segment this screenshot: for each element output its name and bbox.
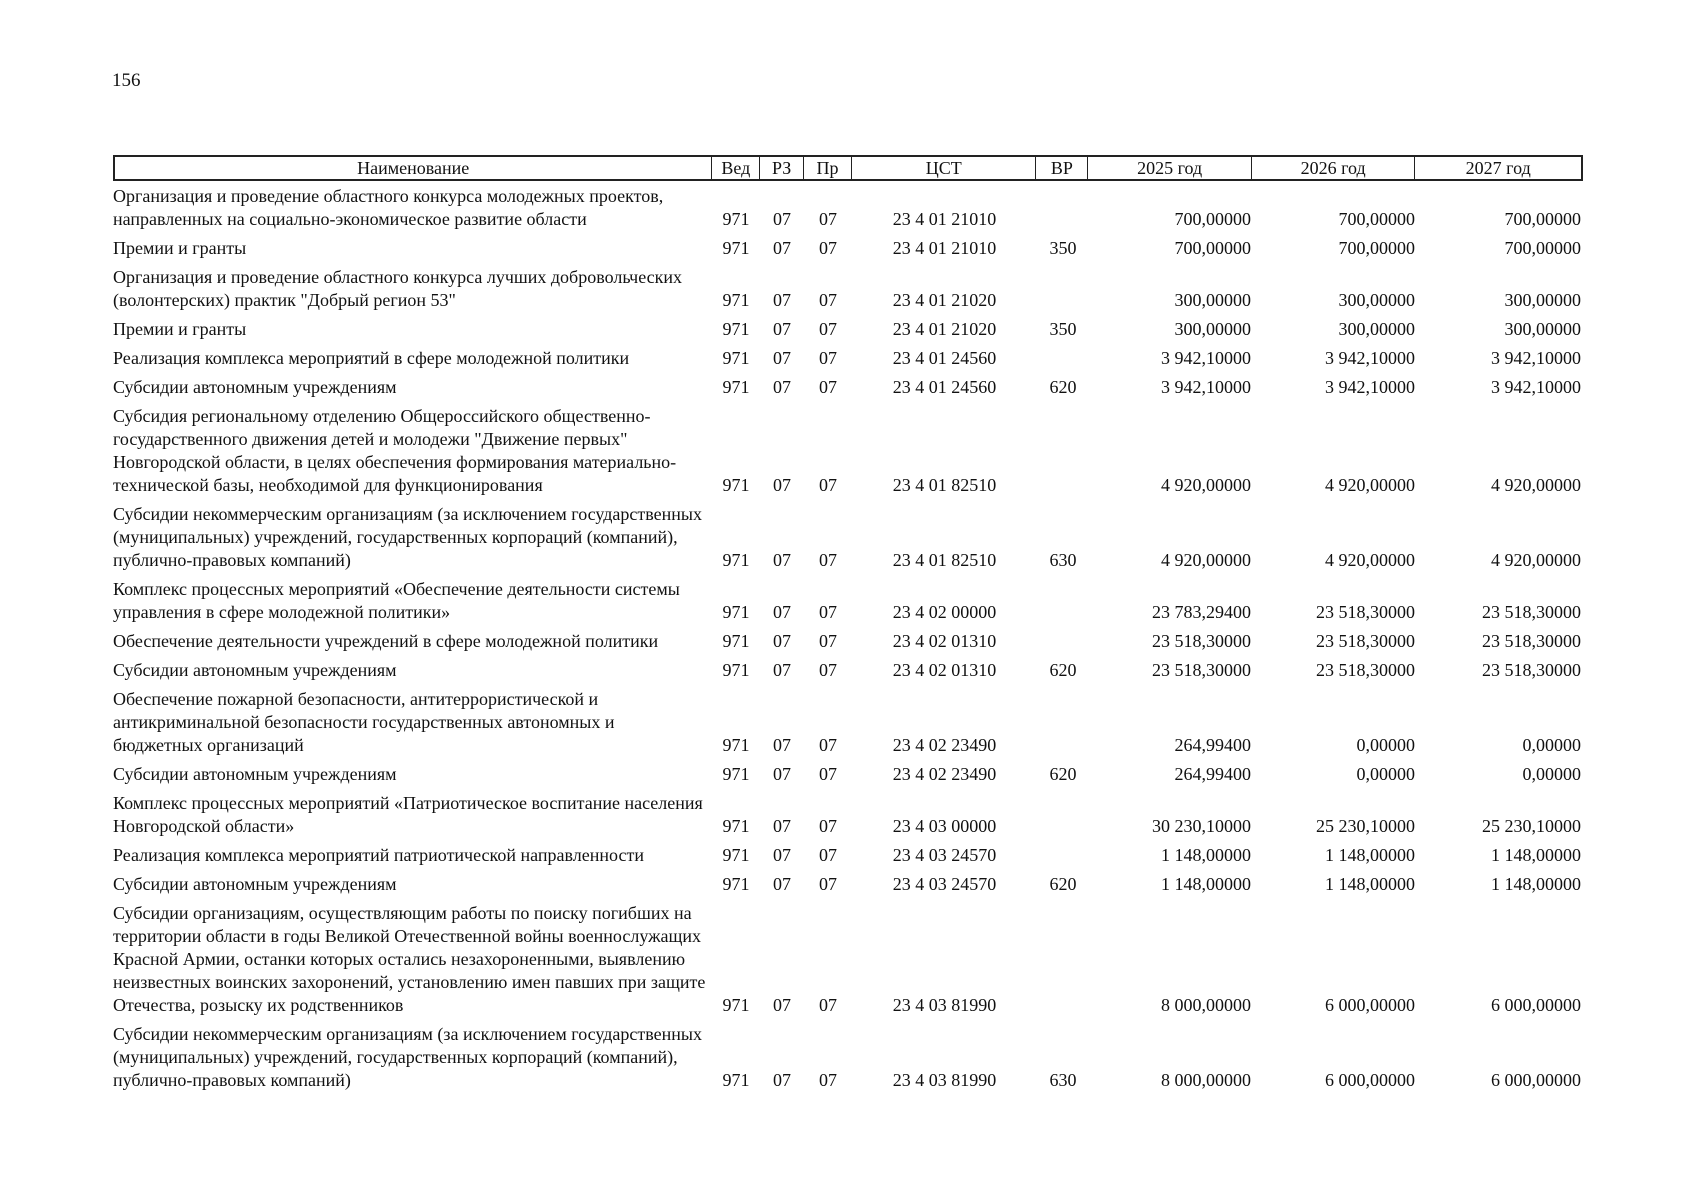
cell-y2025: 700,00000	[1174, 209, 1251, 229]
cell-y2025: 264,99400	[1174, 735, 1251, 755]
cell-pr: 07	[819, 816, 837, 836]
cell-y2025: 4 920,00000	[1161, 550, 1251, 570]
cell-ved: 971	[722, 764, 750, 784]
cell-cst: 23 4 01 24560	[892, 348, 997, 368]
table-row	[113, 688, 1583, 757]
cell-y2026: 700,00000	[1338, 238, 1415, 258]
cell-y2025: 8 000,00000	[1161, 995, 1251, 1015]
cell-cst: 23 4 01 21020	[892, 319, 997, 339]
cell-y2026: 1 148,00000	[1325, 845, 1415, 865]
cell-y2027: 23 518,30000	[1482, 631, 1581, 651]
cell-pr: 07	[819, 995, 837, 1015]
cell-y2027: 6 000,00000	[1491, 995, 1581, 1015]
column-header-2026: 2026 год	[1252, 157, 1416, 179]
table-row	[113, 405, 1583, 497]
cell-cst: 23 4 02 01310	[892, 660, 997, 680]
cell-y2025: 1 148,00000	[1161, 845, 1251, 865]
column-header-name: Наименование	[115, 157, 712, 179]
cell-cst: 23 4 03 24570	[892, 845, 997, 865]
cell-rz: 07	[773, 550, 791, 570]
cell-ved: 971	[722, 631, 750, 651]
cell-y2025: 700,00000	[1174, 238, 1251, 258]
cell-y2025: 1 148,00000	[1161, 874, 1251, 894]
cell-pr: 07	[819, 631, 837, 651]
cell-rz: 07	[773, 735, 791, 755]
cell-name: Премии и гранты	[113, 319, 247, 339]
cell-name: Комплекс процессных мероприятий «Патриотическое воспитание населения Новгородской области»	[113, 793, 703, 836]
cell-y2027: 300,00000	[1504, 290, 1581, 310]
column-header-vr: ВР	[1036, 157, 1088, 179]
cell-pr: 07	[819, 319, 837, 339]
cell-y2026: 3 942,10000	[1325, 377, 1415, 397]
cell-name: Субсидии автономным учреждениям	[113, 764, 397, 784]
column-header-2025: 2025 год	[1088, 157, 1252, 179]
table-row	[113, 266, 1583, 312]
cell-ved: 971	[722, 238, 750, 258]
table-row	[113, 873, 1583, 896]
cell-name: Субсидии организациям, осуществляющим работы по поиску погибших на территории области в годы Великой Отечественной войны военнослужащих Красной Армии, останки которых остались незахороненными, выявлению неизвестных воинских захоронений, установлению имен павших при защите Отечества, розыску их родственников	[113, 903, 706, 1015]
cell-y2026: 0,00000	[1356, 735, 1415, 755]
cell-cst: 23 4 03 81990	[892, 995, 997, 1015]
cell-ved: 971	[722, 209, 750, 229]
table-row	[113, 503, 1583, 572]
cell-ved: 971	[722, 660, 750, 680]
cell-name: Субсидия региональному отделению Общероссийского общественно-государственного движения детей и молодежи "Движение первых" Новгородской области, в целях обеспечения формирования материально-технической базы, необходимой для функционирования	[113, 406, 677, 495]
cell-pr: 07	[819, 238, 837, 258]
cell-pr: 07	[819, 209, 837, 229]
cell-y2026: 1 148,00000	[1325, 874, 1415, 894]
cell-pr: 07	[819, 735, 837, 755]
cell-y2025: 264,99400	[1174, 764, 1251, 784]
cell-y2025: 300,00000	[1174, 319, 1251, 339]
cell-cst: 23 4 01 82510	[892, 475, 997, 495]
cell-y2026: 4 920,00000	[1325, 475, 1415, 495]
cell-rz: 07	[773, 845, 791, 865]
cell-vr: 350	[1049, 238, 1077, 258]
cell-y2026: 6 000,00000	[1325, 995, 1415, 1015]
table-row	[113, 578, 1583, 624]
cell-vr: 620	[1049, 377, 1077, 397]
cell-ved: 971	[722, 290, 750, 310]
cell-rz: 07	[773, 764, 791, 784]
column-header-2027: 2027 год	[1465, 157, 1531, 178]
cell-name: Реализация комплекса мероприятий патриотической направленности	[113, 845, 644, 865]
cell-name: Субсидии некоммерческим организациям (за исключением государственных (муниципальных) учреждений, государственных корпораций (компаний), публично-правовых компаний)	[113, 504, 703, 570]
cell-cst: 23 4 01 24560	[892, 377, 997, 397]
cell-y2026: 4 920,00000	[1325, 550, 1415, 570]
cell-y2026: 0,00000	[1356, 764, 1415, 784]
cell-y2027: 4 920,00000	[1491, 475, 1581, 495]
cell-ved: 971	[722, 1070, 750, 1090]
table-row	[113, 185, 1583, 231]
cell-pr: 07	[819, 1070, 837, 1090]
cell-y2027: 0,00000	[1522, 764, 1581, 784]
cell-y2025: 3 942,10000	[1161, 377, 1251, 397]
table-body	[113, 185, 1583, 1098]
cell-ved: 971	[722, 602, 750, 622]
cell-y2027: 1 148,00000	[1491, 874, 1581, 894]
cell-y2025: 300,00000	[1174, 290, 1251, 310]
cell-rz: 07	[773, 660, 791, 680]
table-row	[113, 844, 1583, 867]
cell-ved: 971	[722, 995, 750, 1015]
cell-ved: 971	[722, 475, 750, 495]
table-row	[113, 659, 1583, 682]
cell-name: Обеспечение деятельности учреждений в сфере молодежной политики	[113, 631, 659, 651]
cell-pr: 07	[819, 874, 837, 894]
cell-y2027: 3 942,10000	[1491, 348, 1581, 368]
cell-y2027: 4 920,00000	[1491, 550, 1581, 570]
cell-y2027: 300,00000	[1504, 319, 1581, 339]
cell-ved: 971	[722, 348, 750, 368]
cell-vr: 620	[1049, 874, 1077, 894]
cell-rz: 07	[773, 319, 791, 339]
column-header-ved: Вед	[712, 157, 760, 179]
cell-pr: 07	[819, 475, 837, 495]
cell-y2026: 23 518,30000	[1316, 602, 1415, 622]
cell-ved: 971	[722, 845, 750, 865]
cell-rz: 07	[773, 475, 791, 495]
cell-y2025: 3 942,10000	[1161, 348, 1251, 368]
column-header-pr: Пр	[804, 157, 852, 179]
cell-cst: 23 4 03 81990	[892, 1070, 997, 1090]
table-row	[113, 376, 1583, 399]
cell-pr: 07	[819, 602, 837, 622]
cell-name: Организация и проведение областного конкурса молодежных проектов, направленных на социально-экономическое развитие области	[113, 186, 664, 229]
cell-pr: 07	[819, 377, 837, 397]
cell-name: Обеспечение пожарной безопасности, антитеррористической и антикриминальной безопасности государственных автономных и бюджетных организаций	[113, 689, 615, 755]
cell-name: Субсидии автономным учреждениям	[113, 874, 397, 894]
cell-y2026: 25 230,10000	[1316, 816, 1415, 836]
cell-cst: 23 4 03 00000	[892, 816, 997, 836]
cell-ved: 971	[722, 550, 750, 570]
cell-y2026: 23 518,30000	[1316, 660, 1415, 680]
table-row	[113, 630, 1583, 653]
cell-y2027: 3 942,10000	[1491, 377, 1581, 397]
cell-y2025: 23 518,30000	[1152, 660, 1251, 680]
cell-pr: 07	[819, 660, 837, 680]
cell-y2025: 30 230,10000	[1152, 816, 1251, 836]
cell-rz: 07	[773, 348, 791, 368]
cell-rz: 07	[773, 1070, 791, 1090]
cell-cst: 23 4 01 21010	[892, 209, 997, 229]
cell-y2025: 23 783,29400	[1152, 602, 1251, 622]
cell-y2026: 23 518,30000	[1316, 631, 1415, 651]
column-header-rz: РЗ	[760, 157, 804, 179]
cell-y2027: 23 518,30000	[1482, 660, 1581, 680]
cell-y2026: 300,00000	[1338, 319, 1415, 339]
cell-y2027: 700,00000	[1504, 238, 1581, 258]
cell-cst: 23 4 02 23490	[892, 735, 997, 755]
cell-rz: 07	[773, 209, 791, 229]
page-number: 156	[112, 70, 141, 91]
cell-y2027: 1 148,00000	[1491, 845, 1581, 865]
cell-name: Реализация комплекса мероприятий в сфере молодежной политики	[113, 348, 630, 368]
cell-cst: 23 4 01 21010	[892, 238, 997, 258]
cell-rz: 07	[773, 816, 791, 836]
cell-name: Субсидии автономным учреждениям	[113, 377, 397, 397]
table-row	[113, 1023, 1583, 1092]
table-row	[113, 792, 1583, 838]
cell-cst: 23 4 01 21020	[892, 290, 997, 310]
cell-vr: 620	[1049, 660, 1077, 680]
cell-y2027: 25 230,10000	[1482, 816, 1581, 836]
cell-y2025: 23 518,30000	[1152, 631, 1251, 651]
cell-cst: 23 4 03 24570	[892, 874, 997, 894]
cell-name: Премии и гранты	[113, 238, 247, 258]
cell-y2026: 3 942,10000	[1325, 348, 1415, 368]
cell-pr: 07	[819, 764, 837, 784]
cell-name: Субсидии некоммерческим организациям (за исключением государственных (муниципальных) учреждений, государственных корпораций (компаний), публично-правовых компаний)	[113, 1024, 703, 1090]
table-row	[113, 347, 1583, 370]
cell-y2026: 300,00000	[1338, 290, 1415, 310]
cell-rz: 07	[773, 377, 791, 397]
cell-vr: 630	[1049, 550, 1077, 570]
cell-vr: 350	[1049, 319, 1077, 339]
cell-cst: 23 4 02 23490	[892, 764, 997, 784]
cell-ved: 971	[722, 735, 750, 755]
cell-y2027: 0,00000	[1522, 735, 1581, 755]
cell-rz: 07	[773, 995, 791, 1015]
cell-y2026: 6 000,00000	[1325, 1070, 1415, 1090]
table-row	[113, 902, 1583, 1017]
cell-cst: 23 4 02 01310	[892, 631, 997, 651]
cell-cst: 23 4 02 00000	[892, 602, 997, 622]
cell-y2027: 23 518,30000	[1482, 602, 1581, 622]
cell-y2025: 4 920,00000	[1161, 475, 1251, 495]
table-row	[113, 763, 1583, 786]
cell-name: Субсидии автономным учреждениям	[113, 660, 397, 680]
cell-rz: 07	[773, 602, 791, 622]
cell-pr: 07	[819, 290, 837, 310]
cell-name: Комплекс процессных мероприятий «Обеспечение деятельности системы управления в сфере молодежной политики»	[113, 579, 680, 622]
cell-y2027: 6 000,00000	[1491, 1070, 1581, 1090]
cell-name: Организация и проведение областного конкурса лучших добровольческих (волонтерских) практик "Добрый регион 53"	[113, 267, 683, 310]
cell-vr: 620	[1049, 764, 1077, 784]
table-row	[113, 237, 1583, 260]
cell-rz: 07	[773, 631, 791, 651]
cell-ved: 971	[722, 319, 750, 339]
cell-y2026: 700,00000	[1338, 209, 1415, 229]
cell-rz: 07	[773, 874, 791, 894]
cell-ved: 971	[722, 874, 750, 894]
cell-y2027: 700,00000	[1504, 209, 1581, 229]
cell-ved: 971	[722, 377, 750, 397]
cell-cst: 23 4 01 82510	[892, 550, 997, 570]
cell-rz: 07	[773, 290, 791, 310]
cell-vr: 630	[1049, 1070, 1077, 1090]
column-header-cst: ЦСТ	[852, 157, 1037, 179]
cell-rz: 07	[773, 238, 791, 258]
table-header	[113, 155, 1583, 181]
cell-ved: 971	[722, 816, 750, 836]
cell-pr: 07	[819, 348, 837, 368]
table-row	[113, 318, 1583, 341]
cell-y2025: 8 000,00000	[1161, 1070, 1251, 1090]
cell-pr: 07	[819, 550, 837, 570]
cell-pr: 07	[819, 845, 837, 865]
